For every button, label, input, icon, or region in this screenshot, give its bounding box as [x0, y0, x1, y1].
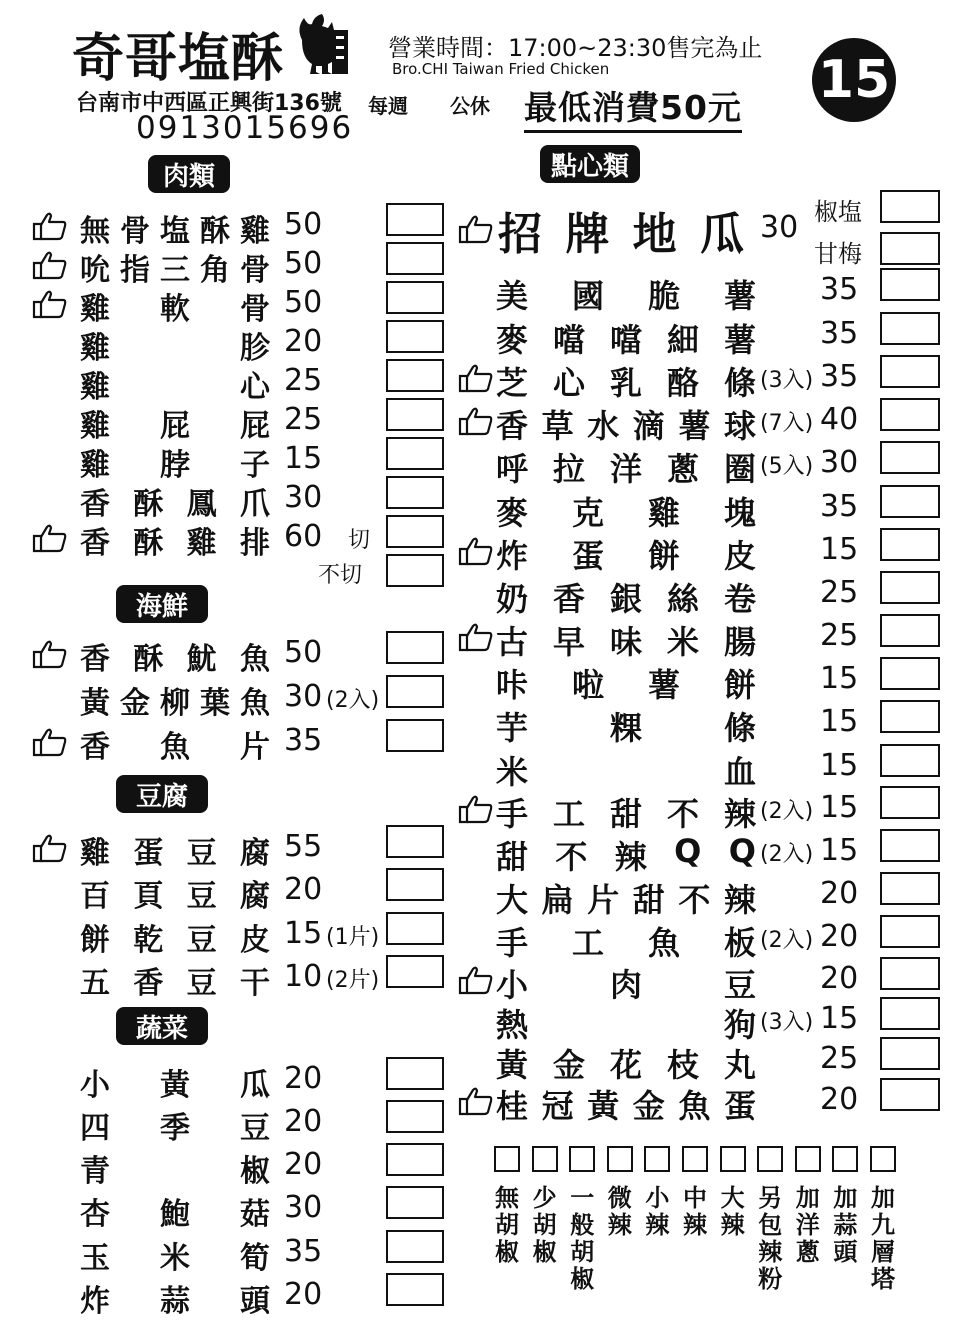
- snack-item-price: 20: [820, 876, 859, 911]
- meat-quantity-box[interactable]: [386, 359, 444, 392]
- snack-item-qty: (2入): [760, 799, 814, 824]
- meat-quantity-box[interactable]: [386, 554, 444, 587]
- spice-option-checkbox[interactable]: [644, 1146, 670, 1172]
- vegetable-item-price: 20: [284, 1104, 323, 1139]
- table-number-badge: 15: [812, 38, 896, 122]
- snack-item-price: 20: [820, 961, 859, 996]
- spice-option-label: 加蒜頭: [833, 1184, 858, 1266]
- spice-option-checkbox[interactable]: [569, 1146, 595, 1172]
- spice-option-label: 大辣: [720, 1184, 745, 1239]
- signature-item-name: 招 牌 地 瓜: [498, 209, 744, 260]
- spice-option-checkbox[interactable]: [494, 1146, 520, 1172]
- snack-quantity-box[interactable]: [880, 1037, 940, 1070]
- snack-item-name: 手 工 魚 板: [496, 924, 756, 962]
- tofu-item-price: 15: [284, 916, 323, 951]
- meat-item-price: 60: [284, 519, 323, 554]
- vegetable-quantity-box[interactable]: [386, 1057, 444, 1090]
- thumbs-up-icon: [458, 965, 494, 995]
- seafood-quantity-box[interactable]: [386, 719, 444, 752]
- snack-item-qty: (2入): [760, 842, 814, 867]
- seafood-item-name: 香 酥 魷 魚: [80, 642, 270, 677]
- snack-item-price: 20: [820, 1082, 859, 1117]
- snack-item-name: 呼 拉 洋 蔥 圈: [496, 450, 756, 488]
- vegetable-item-name: 青 椒: [80, 1154, 270, 1189]
- snack-item-price: 25: [820, 575, 859, 610]
- spice-option-checkbox[interactable]: [757, 1146, 783, 1172]
- snack-item-price: 15: [820, 790, 859, 825]
- tofu-item-price: 55: [284, 829, 323, 864]
- snack-item-name: 麥 克 雞 塊: [496, 494, 756, 532]
- tofu-item-qty: (1片): [326, 925, 380, 950]
- snack-item-name: 香 草 水 滴 薯 球: [496, 407, 756, 445]
- meat-item-name: 香 酥 雞 排: [80, 526, 270, 561]
- snack-item-name: 芋 粿 條: [496, 709, 756, 747]
- snack-quantity-box[interactable]: [880, 872, 940, 905]
- section-label-vegetable: 蔬菜: [116, 1007, 208, 1045]
- meat-item-price: 15: [284, 441, 323, 476]
- snack-item-name: 咔 啦 薯 餅: [496, 666, 756, 704]
- snack-quantity-box[interactable]: [880, 700, 940, 733]
- holiday-label: 公休: [450, 94, 490, 118]
- tofu-quantity-box[interactable]: [386, 868, 444, 901]
- minimum-charge: 最低消費50元: [524, 82, 742, 133]
- vegetable-item-name: 小 黃 瓜: [80, 1068, 270, 1103]
- signature-item-price: 30: [760, 210, 799, 245]
- phone-number: 0913015696: [136, 110, 354, 146]
- spice-option-label: 少胡椒: [532, 1184, 557, 1266]
- snack-item-name: 熱 狗: [496, 1006, 756, 1044]
- meat-item-price: 50: [284, 207, 323, 242]
- meat-item-option: 切: [348, 528, 371, 553]
- meat-item-name: 無 骨 塩 酥 雞: [80, 214, 270, 249]
- thumbs-up-icon: [458, 536, 494, 566]
- vegetable-item-price: 20: [284, 1277, 323, 1312]
- thumbs-up-icon: [458, 622, 494, 652]
- meat-item-name: 香 酥 鳳 爪: [80, 487, 270, 522]
- meat-item-price: 25: [284, 363, 323, 398]
- thumbs-up-icon: [32, 639, 68, 669]
- seafood-item-price: 35: [284, 723, 323, 758]
- snack-item-qty: (3入): [760, 368, 814, 393]
- spice-option-label: 另包辣粉: [758, 1184, 783, 1293]
- snack-item-qty: (2入): [760, 928, 814, 953]
- spice-option-checkbox[interactable]: [682, 1146, 708, 1172]
- spice-option-label: 無胡椒: [495, 1184, 519, 1266]
- meat-item-name: 雞 軟 骨: [80, 292, 270, 327]
- snack-item-qty: (7入): [760, 411, 814, 436]
- vegetable-item-name: 杏 鮑 菇: [80, 1197, 270, 1232]
- section-label-tofu: 豆腐: [116, 775, 208, 813]
- tofu-quantity-box[interactable]: [386, 912, 444, 945]
- meat-quantity-box[interactable]: [386, 242, 444, 275]
- seafood-quantity-box[interactable]: [386, 675, 444, 708]
- thumbs-up-icon: [458, 214, 494, 244]
- snack-item-price: 15: [820, 704, 859, 739]
- snack-item-name: 甜 不 辣 Q Q: [496, 832, 756, 876]
- meat-quantity-box[interactable]: [386, 437, 444, 470]
- section-label-seafood: 海鮮: [116, 585, 208, 623]
- meat-quantity-box[interactable]: [386, 281, 444, 314]
- snack-item-name: 炸 蛋 餅 皮: [496, 537, 756, 575]
- snack-item-name: 古 早 味 米 腸: [496, 623, 756, 661]
- snack-item-name: 大 扁 片 甜 不 辣: [496, 881, 756, 919]
- tofu-item-name: 百 頁 豆 腐: [80, 879, 270, 914]
- snack-quantity-box[interactable]: [880, 398, 940, 431]
- signature-flavor-label: 甘梅: [814, 240, 862, 268]
- thumbs-up-icon: [458, 406, 494, 436]
- snack-item-name: 麥 噹 噹 細 薯: [496, 321, 756, 359]
- business-hours: 營業時間：17:00~23:30售完為止: [388, 34, 763, 62]
- thumbs-up-icon: [458, 1086, 494, 1116]
- spice-option-label: 中辣: [683, 1184, 707, 1239]
- vegetable-quantity-box[interactable]: [386, 1273, 444, 1306]
- meat-item-price: 20: [284, 324, 323, 359]
- spice-option-label: 加九層塔: [871, 1184, 895, 1293]
- snack-item-price: 20: [820, 919, 859, 954]
- spice-option-label: 小辣: [645, 1184, 670, 1239]
- tofu-item-price: 20: [284, 872, 323, 907]
- spice-option-label: 加洋蔥: [795, 1184, 820, 1266]
- meat-quantity-box[interactable]: [386, 398, 444, 431]
- snack-quantity-box[interactable]: [880, 957, 940, 990]
- snack-quantity-box[interactable]: [880, 997, 940, 1030]
- snack-item-name: 芝 心 乳 酪 條: [496, 364, 756, 402]
- meat-item-name: 吮 指 三 角 骨: [80, 253, 270, 288]
- snack-item-price: 35: [820, 359, 859, 394]
- snack-item-price: 40: [820, 402, 859, 437]
- meat-quantity-box[interactable]: [386, 320, 444, 353]
- signature-flavor-box[interactable]: [880, 190, 940, 223]
- snack-item-price: 25: [820, 1041, 859, 1076]
- vegetable-item-price: 35: [284, 1234, 323, 1269]
- tofu-item-price: 10: [284, 959, 323, 994]
- tofu-item-name: 五 香 豆 干: [80, 966, 270, 1001]
- meat-item-name: 雞 脖 子: [80, 448, 270, 483]
- tofu-item-name: 餅 乾 豆 皮: [80, 923, 270, 958]
- snack-item-name: 奶 香 銀 絲 卷: [496, 580, 756, 618]
- snack-item-price: 15: [820, 748, 859, 783]
- meat-item-price: 50: [284, 246, 323, 281]
- thumbs-up-icon: [32, 211, 68, 241]
- thumbs-up-icon: [32, 523, 68, 553]
- snack-quantity-box[interactable]: [880, 268, 940, 301]
- vegetable-item-name: 玉 米 筍: [80, 1241, 270, 1276]
- seafood-item-name: 黃 金 柳 葉 魚: [80, 686, 270, 721]
- meat-item-name: 雞 胗: [80, 331, 270, 366]
- meat-item-name: 雞 心: [80, 370, 270, 405]
- seafood-item-price: 30: [284, 679, 323, 714]
- tofu-quantity-box[interactable]: [386, 955, 444, 988]
- weekly-label: 每週: [368, 94, 408, 118]
- snack-quantity-box[interactable]: [880, 441, 940, 474]
- meat-item-name: 雞 屁 屁: [80, 409, 270, 444]
- vegetable-item-price: 20: [284, 1147, 323, 1182]
- spice-option-checkbox[interactable]: [720, 1146, 746, 1172]
- section-label-meat: 肉類: [148, 155, 230, 193]
- snack-quantity-box[interactable]: [880, 355, 940, 388]
- meat-quantity-box[interactable]: [386, 203, 444, 236]
- seafood-quantity-box[interactable]: [386, 631, 444, 664]
- snack-quantity-box[interactable]: [880, 528, 940, 561]
- vegetable-quantity-box[interactable]: [386, 1143, 444, 1176]
- vegetable-item-price: 30: [284, 1190, 323, 1225]
- snack-item-name: 手 工 甜 不 辣: [496, 795, 756, 833]
- thumbs-up-icon: [458, 363, 494, 393]
- snack-item-price: 35: [820, 316, 859, 351]
- section-label-snack: 點心類: [540, 145, 640, 183]
- vegetable-item-name: 炸 蒜 頭: [80, 1284, 270, 1319]
- seafood-item-name: 香 魚 片: [80, 730, 270, 765]
- spice-option-label: 微辣: [607, 1184, 632, 1239]
- seafood-item-qty: (2入): [326, 688, 380, 713]
- thumbs-up-icon: [458, 794, 494, 824]
- vegetable-quantity-box[interactable]: [386, 1100, 444, 1133]
- snack-item-price: 15: [820, 532, 859, 567]
- snack-item-name: 米 血: [496, 753, 756, 791]
- spice-option-label: 一般胡椒: [570, 1184, 595, 1293]
- thumbs-up-icon: [32, 727, 68, 757]
- address: 台南市中西區正興街136號: [76, 91, 342, 116]
- thumbs-up-icon: [32, 833, 68, 863]
- snack-quantity-box[interactable]: [880, 571, 940, 604]
- meat-item-price: 25: [284, 402, 323, 437]
- snack-item-price: 25: [820, 618, 859, 653]
- tofu-item-qty: (2片): [326, 968, 380, 993]
- meat-quantity-box[interactable]: [386, 515, 444, 548]
- snack-item-qty: (3入): [760, 1010, 814, 1035]
- snack-quantity-box[interactable]: [880, 829, 940, 862]
- spice-option-checkbox[interactable]: [832, 1146, 858, 1172]
- snack-item-price: 35: [820, 272, 859, 307]
- snack-quantity-box[interactable]: [880, 485, 940, 518]
- meat-quantity-box[interactable]: [386, 476, 444, 509]
- snack-item-price: 15: [820, 661, 859, 696]
- snack-item-price: 35: [820, 489, 859, 524]
- snack-item-name: 小 肉 豆: [496, 966, 756, 1004]
- snack-quantity-box[interactable]: [880, 744, 940, 777]
- snack-quantity-box[interactable]: [880, 657, 940, 690]
- snack-item-name: 美 國 脆 薯: [496, 277, 756, 315]
- seafood-item-price: 50: [284, 635, 323, 670]
- snack-item-name: 黃 金 花 枝 丸: [496, 1046, 756, 1084]
- snack-item-price: 15: [820, 1001, 859, 1036]
- snack-quantity-box[interactable]: [880, 1078, 940, 1111]
- snack-item-name: 桂 冠 黃 金 魚 蛋: [496, 1087, 756, 1125]
- english-subtitle: Bro.CHI Taiwan Fried Chicken: [392, 60, 610, 78]
- shop-name: 奇哥塩酥: [72, 28, 285, 89]
- snack-item-qty: (5入): [760, 454, 814, 479]
- vegetable-item-name: 四 季 豆: [80, 1111, 270, 1146]
- meat-item-price: 30: [284, 480, 323, 515]
- tofu-quantity-box[interactable]: [386, 825, 444, 858]
- rooster-logo-icon: [292, 10, 348, 76]
- spice-option-checkbox[interactable]: [870, 1146, 896, 1172]
- snack-quantity-box[interactable]: [880, 614, 940, 647]
- meat-item-price: 50: [284, 285, 323, 320]
- snack-quantity-box[interactable]: [880, 312, 940, 345]
- snack-item-price: 15: [820, 833, 859, 868]
- meat-extra-option: 不切: [318, 563, 363, 588]
- vegetable-quantity-box[interactable]: [386, 1230, 444, 1263]
- thumbs-up-icon: [32, 250, 68, 280]
- spice-option-checkbox[interactable]: [795, 1146, 821, 1172]
- snack-quantity-box[interactable]: [880, 915, 940, 948]
- signature-flavor-box[interactable]: [880, 232, 940, 265]
- spice-option-checkbox[interactable]: [532, 1146, 558, 1172]
- snack-item-price: 30: [820, 445, 859, 480]
- signature-flavor-label: 椒塩: [814, 198, 862, 226]
- vegetable-quantity-box[interactable]: [386, 1186, 444, 1219]
- vegetable-item-price: 20: [284, 1061, 323, 1096]
- thumbs-up-icon: [32, 289, 68, 319]
- spice-option-checkbox[interactable]: [607, 1146, 633, 1172]
- tofu-item-name: 雞 蛋 豆 腐: [80, 836, 270, 871]
- snack-quantity-box[interactable]: [880, 786, 940, 819]
